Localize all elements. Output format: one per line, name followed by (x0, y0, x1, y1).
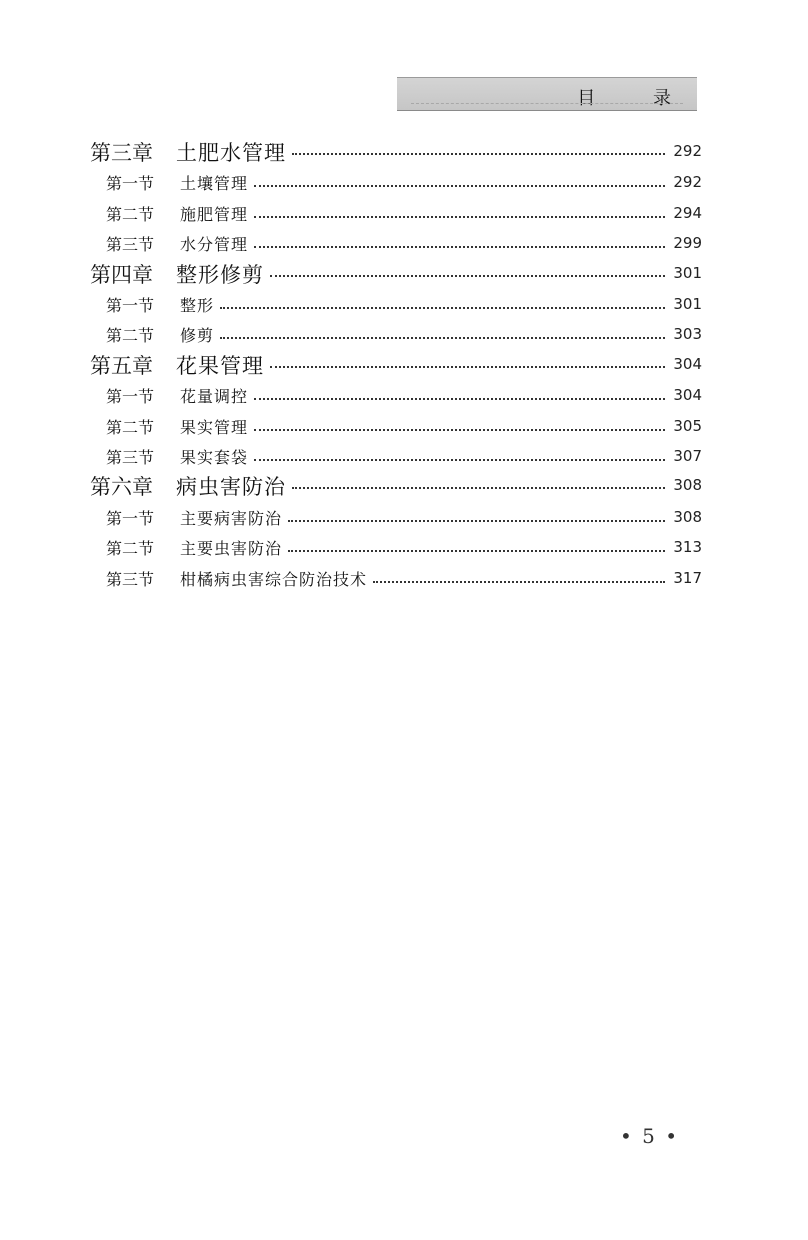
running-header (397, 77, 697, 111)
dot-leader (292, 487, 665, 489)
section-number: 第一节 (106, 508, 155, 528)
section-number: 第三节 (106, 235, 155, 255)
dot-leader (270, 366, 665, 368)
toc-section-entry (0, 228, 808, 256)
dot-leader (254, 216, 665, 218)
chapter-title: 病虫害防治 (176, 475, 286, 500)
dot-leader (254, 246, 665, 248)
chapter-number: 第六章 (90, 475, 153, 500)
page-number: 292 (673, 173, 702, 192)
dot-leader (292, 153, 665, 155)
section-title: 修剪 (180, 326, 215, 346)
chapter-title: 花果管理 (176, 353, 264, 378)
section-number: 第二节 (106, 539, 155, 559)
chapter-number: 第五章 (90, 353, 153, 378)
toc-chapter-entry (0, 259, 808, 287)
toc-section-entry (0, 289, 808, 317)
page-number: 301 (673, 295, 702, 313)
section-number: 第二节 (106, 204, 155, 224)
dot-leader (254, 429, 665, 431)
dot-leader (288, 550, 665, 552)
dot-leader (373, 581, 665, 583)
section-number: 第一节 (106, 174, 155, 194)
toc-section-entry (0, 319, 808, 347)
running-header-label: 目 录 (577, 88, 697, 109)
toc-section-entry (0, 502, 808, 530)
section-title: 花量调控 (180, 387, 249, 407)
page-number: 304 (673, 386, 702, 405)
section-title: 果实管理 (180, 417, 249, 437)
toc-chapter-entry (0, 137, 808, 165)
page-number: 307 (673, 447, 702, 465)
section-number: 第一节 (106, 387, 155, 407)
page-number: 303 (673, 325, 702, 344)
toc-section-entry (0, 167, 808, 195)
toc-chapter-entry (0, 471, 808, 499)
dot-leader (254, 398, 665, 400)
toc-section-entry (0, 411, 808, 439)
dot-leader (220, 307, 665, 309)
chapter-title: 土肥水管理 (176, 141, 286, 165)
page-number: 304 (673, 354, 702, 373)
section-title: 主要病害防治 (180, 508, 283, 528)
section-number: 第一节 (106, 296, 155, 315)
page-number: 313 (673, 538, 702, 557)
chapter-number: 第三章 (90, 141, 153, 165)
toc-section-entry (0, 532, 808, 560)
chapter-number: 第四章 (90, 262, 153, 287)
page-number: 308 (673, 476, 702, 495)
page-number: 292 (673, 142, 702, 160)
section-number: 第三节 (106, 569, 155, 589)
page-number: 308 (673, 507, 702, 526)
section-title: 主要虫害防治 (180, 539, 283, 559)
page-number: 294 (673, 203, 702, 222)
dot-leader (270, 275, 665, 277)
section-title: 整形 (180, 296, 215, 315)
chapter-title: 整形修剪 (176, 262, 264, 287)
page-number: 301 (673, 263, 702, 282)
page-number: 299 (673, 234, 702, 253)
dot-leader (220, 337, 665, 339)
section-title: 果实套袋 (180, 448, 249, 467)
section-number: 第二节 (106, 417, 155, 437)
section-title: 水分管理 (180, 235, 249, 255)
page-folio: • 5 • (620, 1124, 680, 1148)
section-title: 柑橘病虫害综合防治技术 (180, 569, 368, 589)
page-number: 305 (673, 416, 702, 435)
toc-section-entry (0, 563, 808, 591)
toc-section-entry (0, 441, 808, 469)
toc-section-entry (0, 198, 808, 226)
dot-leader (254, 185, 665, 187)
section-title: 施肥管理 (180, 204, 249, 224)
dot-leader (254, 459, 665, 461)
section-title: 土壤管理 (180, 174, 249, 194)
toc-chapter-entry (0, 350, 808, 378)
page-number: 317 (673, 568, 702, 587)
section-number: 第三节 (106, 448, 155, 467)
toc-section-entry (0, 380, 808, 408)
running-header-dashed-rule (411, 103, 683, 104)
dot-leader (288, 520, 665, 522)
section-number: 第二节 (106, 326, 155, 346)
